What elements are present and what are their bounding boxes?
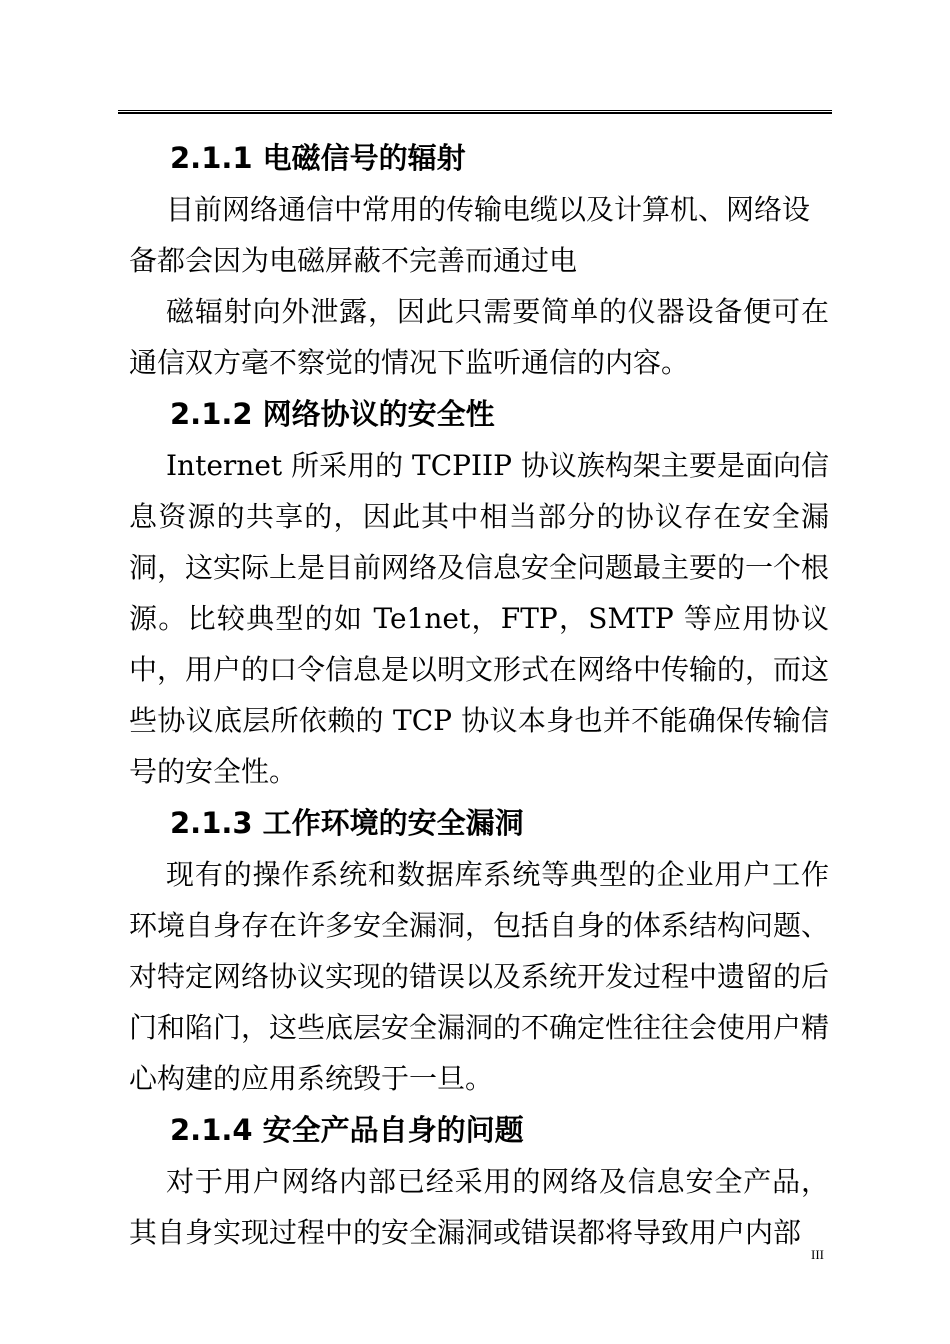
- header-rule: [118, 110, 832, 114]
- section-heading: 2.1.1 电磁信号的辐射: [170, 141, 466, 175]
- document-body: [129, 132, 829, 1258]
- section-2-1-1: [129, 132, 829, 388]
- section-heading: 2.1.2 网络协议的安全性: [170, 397, 495, 431]
- section-2-1-4: [129, 1104, 829, 1258]
- paragraph: 目前网络通信中常用的传输电缆以及计算机、网络设备都会因为电磁屏蔽不完善而通过电: [129, 193, 811, 277]
- section-2-1-3: [129, 797, 829, 1104]
- paragraph: Internet 所采用的 TCPIIP 协议族构架主要是面向信息资源的共享的，因此其中相当部分的协议存在安全漏洞，这实际上是目前网络及信息安全问题最主要的一个根源。比较典型的如 Te1net，FTP，SMTP 等应用协议中，用户的口令信息是以明文形式在网络中传输的，而这些协议底层所依赖的 TCP 协议本身也并不能确保传输信号的安全性。: [129, 449, 830, 788]
- paragraph: 对于用户网络内部已经采用的网络及信息安全产品，其自身实现过程中的安全漏洞或错误都将导致用户内部: [129, 1165, 829, 1249]
- section-heading: 2.1.4 安全产品自身的问题: [170, 1113, 524, 1147]
- paragraph: 现有的操作系统和数据库系统等典型的企业用户工作环境自身存在许多安全漏洞，包括自身的体系结构问题、对特定网络协议实现的错误以及系统开发过程中遗留的后门和陷门，这些底层安全漏洞的不确定性往往会使用户精心构建的应用系统毁于一旦。: [129, 858, 830, 1095]
- paragraph: 磁辐射向外泄露，因此只需要简单的仪器设备便可在通信双方毫不察觉的情况下监听通信的内容。: [129, 295, 829, 379]
- section-heading: 2.1.3 工作环境的安全漏洞: [170, 806, 524, 840]
- page-number: III: [811, 1247, 824, 1262]
- section-2-1-2: [129, 388, 829, 797]
